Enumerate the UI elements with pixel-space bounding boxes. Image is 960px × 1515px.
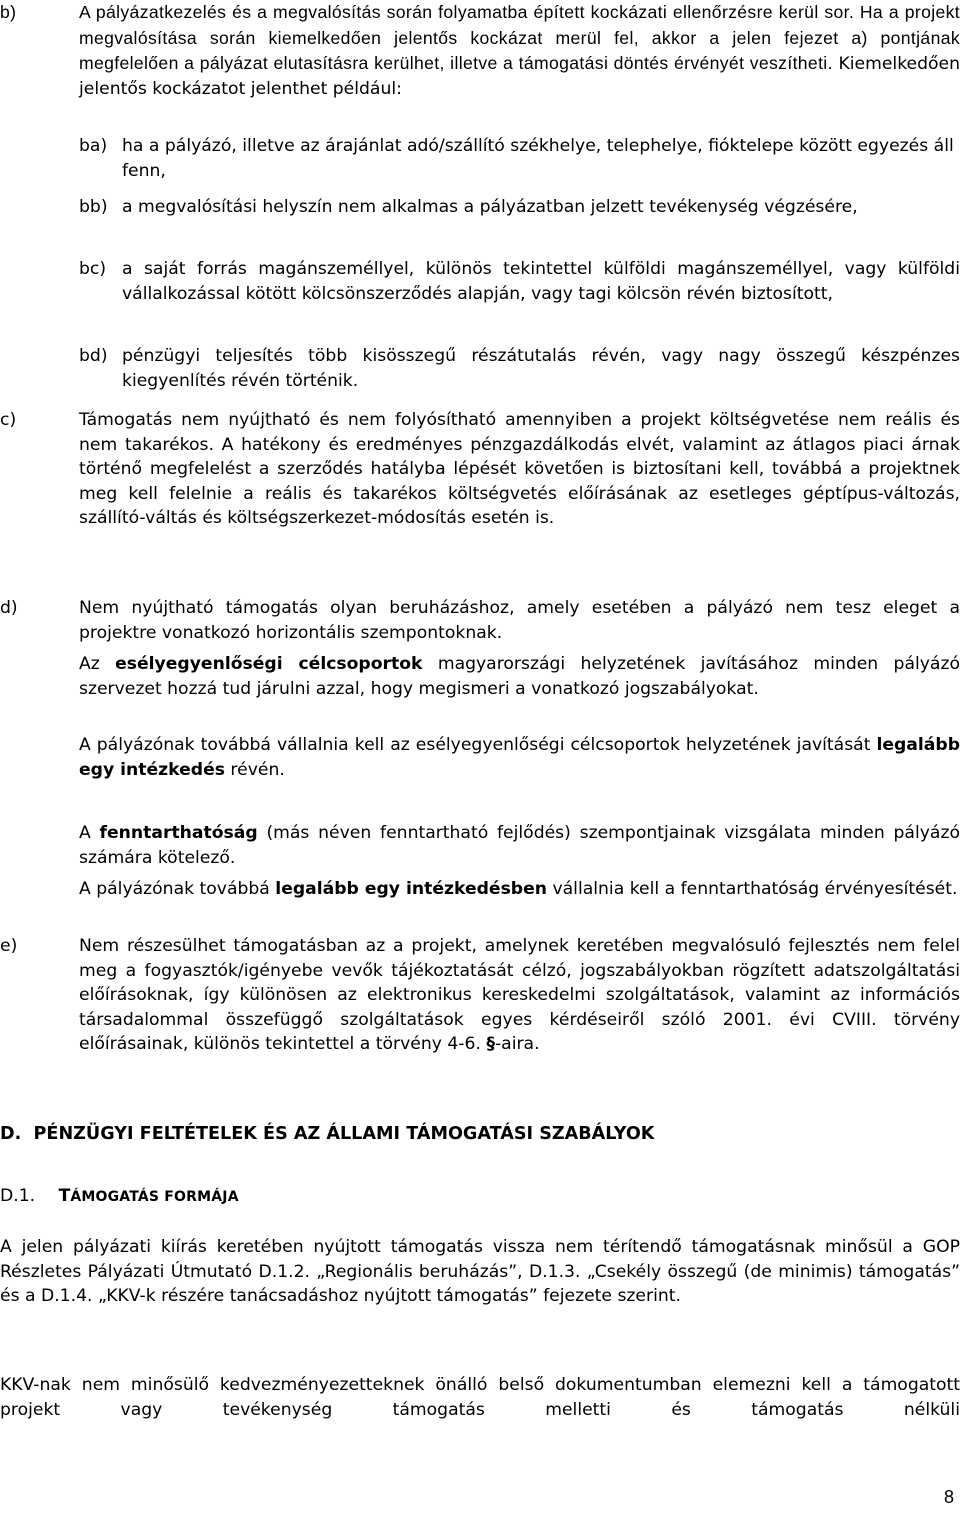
item-c-label: c) <box>0 410 17 430</box>
item-bb-label: bb) <box>79 197 108 217</box>
section-d-para-1 <box>0 1235 960 1309</box>
item-e <box>0 934 960 1057</box>
item-d-para-5-text <box>79 877 960 902</box>
item-b-label: b) <box>0 2 17 22</box>
subsection-d1-title <box>0 1184 960 1210</box>
item-d-para-5 <box>0 877 960 902</box>
item-d-para-3 <box>0 733 960 782</box>
item-bc-text: a saját forrás magánszeméllyel, különös tekintettel külföldi magánszeméllyel, vagy külföldi vállalkozással kötött kölcsönszerződés alapján, vagy tagi kölcsön révén biztosított, <box>122 259 960 304</box>
item-bc <box>0 257 960 306</box>
item-c-text: Támogatás nem nyújtható és nem folyósítható amennyiben a projekt költségvetése nem reális és nem takarékos. A hatékony és eredményes pénzgazdálkodás elvét, valamint az átlagos piaci árnak történő megfelelést a szerződés hatályba lépését követően is biztosítani kell, továbbá a projektnek meg kell felelnie a reális és takarékos költségvetés előírásának az esetleges géptípus-változás, szállító-váltás és költségszerkezet-módosítás esetén is. <box>79 410 960 528</box>
section-d-para-1-text: A jelen pályázati kiírás keretében nyújtott támogatás vissza nem térítendő támogatásnak minősül a GOP Részletes Pályázati Útmutató D.1.2. „Regionális beruházás”, D.1.3. „Csekély összegű (de minimis) támogatás” és a D.1.4. „KKV-k részére tanácsadáshoz nyújtott támogatás” fejezete szerint. <box>0 1237 960 1306</box>
item-b-text-verdana: Kiemelkedően jelentős kockázatot jelenthet például: <box>79 54 960 99</box>
item-ba-text: ha a pályázó, illetve az árajánlat adó/szállító székhelye, telephelye, fióktelepe között egyezés áll fenn, <box>122 136 954 181</box>
d-p4-c: (más néven fenntartható fejlődés) szempontjainak vizsgálata minden pályázó számára kötelező. <box>79 823 960 868</box>
item-bd-text: pénzügyi teljesítés több kisösszegű részátutalás révén, vagy nagy összegű készpénzes kiegyenlítés révén történik. <box>122 346 960 391</box>
item-ba-label: ba) <box>79 136 108 156</box>
item-bd-label: bd) <box>79 346 108 366</box>
d-p2-a: Az <box>79 654 116 674</box>
page-number: 8 <box>943 1487 954 1507</box>
item-ba <box>0 134 960 183</box>
d-p3-b: legalább egy intézkedés <box>79 735 960 780</box>
sub-first-1: T <box>58 1186 71 1206</box>
item-d-para-3-text <box>79 733 960 782</box>
item-d-para-2-text <box>79 652 960 701</box>
section-d-heading <box>0 1122 960 1147</box>
d-p3-c: révén. <box>224 759 285 780</box>
d-p2-c: magyarországi helyzetének javításához minden pályázó szervezet hozzá tud járulni azzal, hogy megismeri a vonatkozó jogszabályokat. <box>79 654 960 699</box>
subsection-d1-heading <box>0 1184 960 1210</box>
sub-rest-2: FORMÁJA <box>164 1189 239 1205</box>
d-p5-a: A pályázónak továbbá <box>79 879 276 899</box>
item-d-para-4 <box>0 821 960 870</box>
item-bb-text: a megvalósítási helyszín nem alkalmas a pályázatban jelzett tevékenység végzésére, <box>122 197 858 217</box>
d-p5-b: legalább egy intézkedésben <box>275 879 547 899</box>
item-d-para-2 <box>0 652 960 701</box>
item-e-text <box>79 934 960 1057</box>
e-section-sign: § <box>486 1034 495 1054</box>
d-p5-c: vállalnia kell a fenntarthatóság érvényesítését. <box>547 879 958 899</box>
item-c <box>0 408 960 531</box>
d-p4-b: fenntarthatóság <box>99 823 258 843</box>
item-b <box>0 0 960 101</box>
subsection-d1-number: D.1. <box>0 1186 36 1206</box>
e-text-a: Nem részesülhet támogatásban az a projekt, amelynek keretében megvalósuló fejlesztés nem felel meg a fogyasztók/igényebe vevők tájékoztatását célzó, jogszabályokban rögzített adatszolgáltatási előírásoknak, így különösen az elektronikus kereskedelmi szolgáltatások, valamint az információs társadalommal összefüggő szolgáltatások egyes kérdéseiről szóló 2001. évi CVIII. törvény előírásainak, különös tekintettel a törvény 4-6. <box>79 936 960 1054</box>
item-d <box>0 596 960 645</box>
item-d-para-4-text <box>79 821 960 870</box>
item-bb <box>0 195 960 220</box>
d-p2-b: esélyegyenlőségi célcsoportok <box>115 654 423 674</box>
section-d-title: D. PÉNZÜGYI FELTÉTELEK ÉS AZ ÁLLAMI TÁMOGATÁSI SZABÁLYOK <box>0 1124 655 1144</box>
sub-rest-1: ÁMOGATÁS <box>70 1189 165 1205</box>
item-d-label: d) <box>0 598 18 618</box>
d-p4-a: A <box>79 823 100 843</box>
section-d-para-2 <box>0 1373 960 1422</box>
item-b-text <box>79 0 960 101</box>
d-p3-a: A pályázónak továbbá vállalnia kell az esélyegyenlőségi célcsoportok helyzetének javítását <box>79 735 877 755</box>
section-d-para-2-text: KKV-nak nem minősülő kedvezményezetteknek önálló belső dokumentumban elemezni kell a támogatott projekt vagy tevékenység támogatás melletti és támogatás nélküli <box>0 1375 960 1420</box>
item-bc-label: bc) <box>79 259 107 279</box>
item-e-label: e) <box>0 936 18 956</box>
e-text-b: -aira. <box>494 1034 540 1054</box>
item-bd <box>0 344 960 393</box>
item-d-text: Nem nyújtható támogatás olyan beruházáshoz, amely esetében a pályázó nem tesz eleget a projektre vonatkozó horizontális szempontoknak. <box>79 598 960 643</box>
item-b-text-arial: A pályázatkezelés és a megvalósítás során folyamatba épített kockázati ellenőrzésre kerül sor. Ha a projekt megvalósítása során kiemelkedően jelentős kockázat merül fel, akkor a jelen fejezet a) pontjának megfelelően a pályázat elutasításra kerülhet, illetve a támogatási döntés érvényét veszítheti. <box>79 2 960 73</box>
